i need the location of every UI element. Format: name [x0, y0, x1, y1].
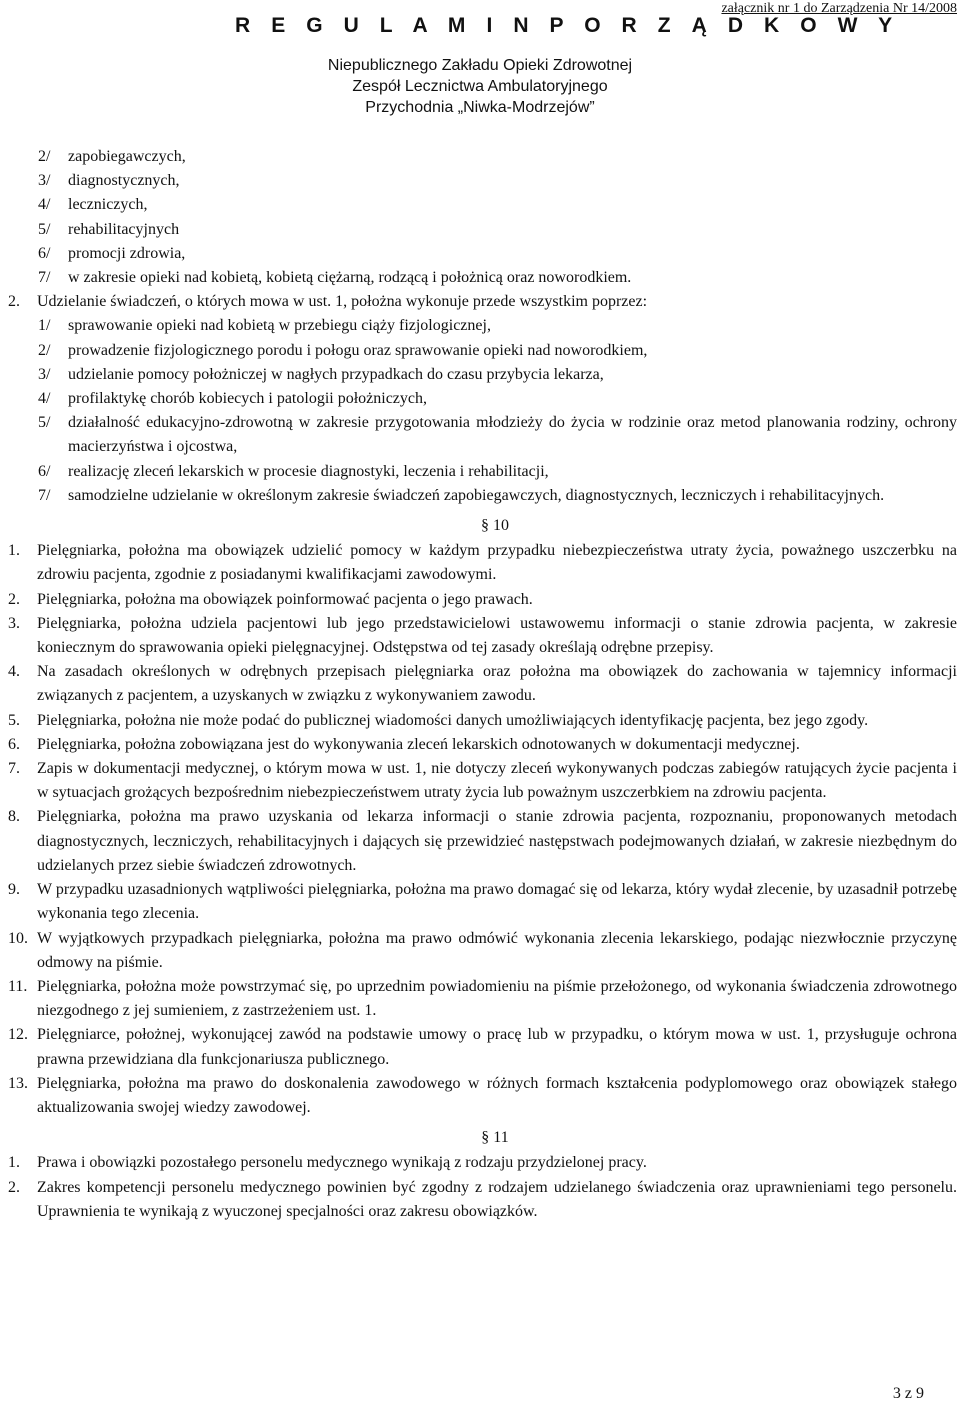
list-item: 2/ zapobiegawczych,: [38, 148, 186, 165]
list-item: 6/ promocji zdrowia,: [38, 244, 186, 262]
list-item: 2/ prowadzenie fizjologicznego porodu i połogu oraz sprawowanie opieki nad noworodkiem,: [38, 341, 648, 359]
section-10-points: [0, 539, 960, 1120]
list-item: 3/ diagnostycznych,: [38, 172, 180, 190]
numbered-point: 13. Pielęgniarka, położna ma prawo do doskonalenia zawodowego w różnych formach kształcenia podyplomowego oraz obowiązek stałego aktualizowania swojej wiedzy zawodowej.: [8, 1074, 957, 1116]
numbered-point: 11. Pielęgniarka, położna może powstrzymać się, po uprzednim powiadomieniu na piśmie przełożonego, od wykonania świadczenia zdrowotnego niezgodnego z jej sumieniem, z zastrzeżeniem ust. 1.: [8, 977, 957, 1020]
list-item: 4/ leczniczych,: [38, 196, 148, 214]
numbered-point: 4. Na zasadach określonych w odrębnych przepisach pielęgniarka oraz położna ma obowiązek do zachowania w tajemnicy informacji związanych z pacjentem, a uzyskanych w związku z wykonywaniem zawodu.: [8, 663, 957, 705]
numbered-point: 2. Udzielanie świadczeń, o których mowa w ust. 1, położna wykonuje przede wszystkim poprzez:: [8, 293, 648, 311]
organization-name: Niepublicznego Zakładu Opieki Zdrowotnej: [327, 57, 633, 74]
page-number: 3 z 9: [892, 1385, 924, 1402]
list-item: 1/ sprawowanie opieki nad kobietą w przebiegu ciąży fizjologicznej,: [38, 317, 491, 335]
list-item: 3/ udzielanie pomocy położniczej w nagłych przypadkach do czasu przybycia lekarza,: [38, 365, 604, 383]
list-item: 5/ działalność edukacyjno-zdrowotną w zakresie przygotowania młodzieży do życia w rodzinie oraz metod planowania rodziny, ochrony macierzyństwa i ojcostwa,: [38, 414, 957, 456]
list-item: 5/ rehabilitacyjnych: [38, 220, 180, 238]
section-heading: § 11: [481, 1129, 509, 1147]
list-item: 4/ profilaktykę chorób kobiecych i patologii położniczych,: [38, 390, 427, 408]
organization-clinic: Przychodnia „Niwka-Modrzejów”: [365, 99, 595, 116]
numbered-point: 10. W wyjątkowych przypadkach pielęgniarka, położna ma prawo odmówić wykonania zlecenia lekarskiego, podając niezwłocznie przyczynę odmowy na piśmie.: [8, 929, 957, 971]
section-heading: § 10: [481, 517, 509, 535]
numbered-point: 9. W przypadku uzasadnionych wątpliwości pielęgniarka, położna ma prawo domagać się od lekarza, który wydał zlecenie, by uzasadnił potrzebę wykonania tego zlecenia.: [8, 881, 957, 923]
section-11-points: [0, 1151, 960, 1224]
numbered-point: 2. Pielęgniarka, położna ma obowiązek poinformować pacjenta o jego prawach.: [8, 590, 533, 608]
annex-reference: załącznik nr 1 do Zarządzenia Nr 14/2008: [721, 1, 957, 16]
midwife-duties-list: [0, 314, 960, 508]
numbered-point: 5. Pielęgniarka, położna nie może podać do publicznej wiadomości danych umożliwiających identyfikację pacjenta, bez jego zgody.: [8, 711, 869, 729]
document-body: [0, 145, 960, 1224]
numbered-point: 6. Pielęgniarka, położna zobowiązana jest do wykonywania zleceń lekarskich odnotowanych w dokumentacji medycznej.: [8, 735, 800, 753]
list-item: 6/ realizację zleceń lekarskich w procesie diagnostyki, leczenia i rehabilitacji,: [38, 462, 549, 480]
services-list: [0, 145, 960, 290]
list-item: 7/ samodzielne udzielanie w określonym zakresie świadczeń zapobiegawczych, diagnostycznych, leczniczych i rehabilitacyjnych.: [38, 486, 885, 504]
numbered-point: 2. Zakres kompetencji personelu medycznego powinien być zgodny z rodzajem udzielanego świadczenia oraz uprawnieniami tego personelu. Uprawnienia te wynikają z wyuczonej specjalności oraz zakresu obowiązków.: [8, 1178, 957, 1220]
organization-unit: Zespół Lecznictwa Ambulatoryjnego: [352, 78, 608, 95]
numbered-point: 1. Pielęgniarka, położna ma obowiązek udzielić pomocy w każdym przypadku niebezpieczeństwa utraty życia, poważnego uszczerbku na zdrowiu pacjenta, zgodnie z posiadanymi kwalifikacjami zawodowymi.: [8, 542, 957, 584]
numbered-point: 8. Pielęgniarka, położna ma prawo uzyskania od lekarza informacji o stanie zdrowia pacjenta, rozpoznaniu, proponowanych metodach diagnostycznych, leczniczych, rehabilitacyjnych i dających się przewidzieć następstwach podejmowanych działań, w zakresie niezbędnym do udzielanych przez siebie świadczeń zdrowotnych.: [8, 808, 957, 874]
numbered-point: 3. Pielęgniarka, położna udziela pacjentowi lub jego przedstawicielowi ustawowemu informacji o stanie zdrowia pacjenta, w zakresie koniecznym do sprawowania opieki pielęgnacyjnej. Odstępstwa od tej zasady określają odrębne przepisy.: [8, 614, 957, 657]
list-item: 7/ w zakresie opieki nad kobietą, kobietą ciężarną, rodzącą i położnicą oraz noworodkiem.: [38, 269, 632, 287]
numbered-point: 1. Prawa i obowiązki pozostałego personelu medycznego wynikają z rodzaju przydzielonej pracy.: [8, 1154, 647, 1172]
document-title: R E G U L A M I N P O R Z Ą D K O W Y: [235, 14, 900, 37]
page-header: [0, 0, 960, 120]
numbered-point: 12. Pielęgniarce, położnej, wykonującej zawód na podstawie umowy o pracę lub w przypadku, o którym mowa w ust. 1, przysługuje ochrona prawna przewidziana dla funkcjonariusza publicznego.: [8, 1026, 957, 1068]
numbered-point: 7. Zapis w dokumentacji medycznej, o którym mowa w ust. 1, nie dotyczy zleceń wykonywanych podczas zabiegów ratujących życie pacjenta i w sytuacjach grożących bezpośrednim niebezpieczeństwem utraty życia lub poważnym uszczerbkiem na zdrowiu pacjenta.: [8, 760, 957, 802]
